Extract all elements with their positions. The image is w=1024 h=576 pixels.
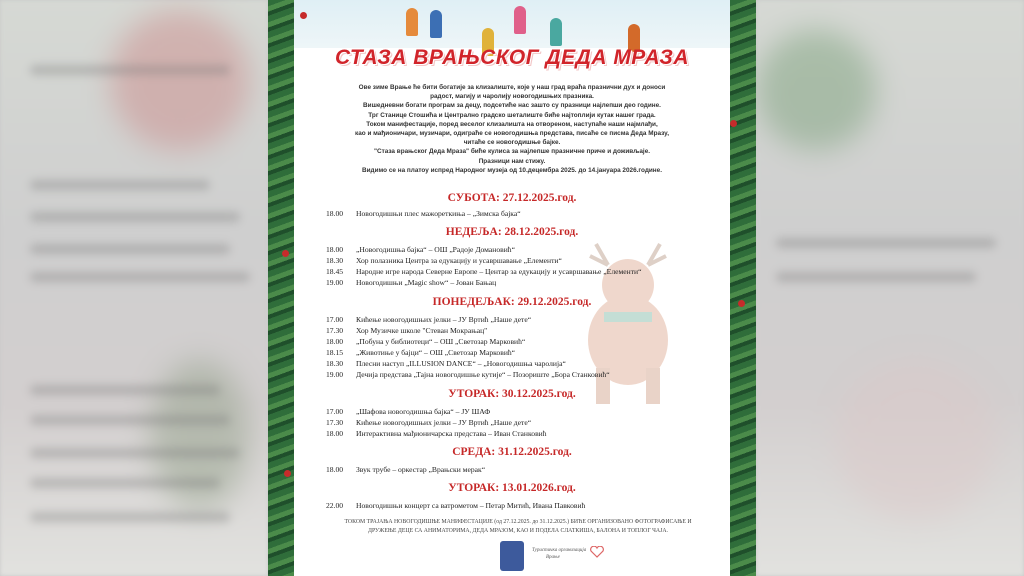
event-row xyxy=(326,359,726,368)
day-heading: УТОРАК: 30.12.2025.год. xyxy=(448,388,576,400)
event-row xyxy=(326,209,726,218)
fir-border-right xyxy=(730,0,756,576)
event-row xyxy=(326,326,726,335)
intro-line: Ове зиме Врање ће бити богатије за клизалиште, које у наш град враћа празнични дух и доноси xyxy=(358,84,666,91)
intro-line: "Стаза врањског Деда Мраза" биће кулиса за најлепше празничне приче и доживљаје. xyxy=(373,148,651,156)
event-time: 22.00 xyxy=(326,501,344,510)
event-row xyxy=(326,245,726,254)
fir-border-left xyxy=(268,0,294,576)
event-title: Кићење новогодишњих јелки – ЈУ Вртић „Наше дете“ xyxy=(356,315,532,324)
intro-line: Видимо се на платоу испред Народног музеја од 10.децембра 2025. до 14.јануара 2026.године. xyxy=(361,166,662,174)
event-title: Плесни наступ „ILLUSION DANCE“ – „Новогодишња чаролија“ xyxy=(356,359,566,368)
berry-ornament xyxy=(730,120,737,127)
event-time: 18.30 xyxy=(326,359,344,368)
event-time: 18.00 xyxy=(326,465,344,474)
event-time: 17.30 xyxy=(326,326,344,335)
city-crest-logo xyxy=(500,541,524,571)
event-poster xyxy=(268,0,756,576)
event-row xyxy=(326,348,726,357)
event-title: Кићење новогодишњих јелки – ЈУ Вртић „Наше дете“ xyxy=(356,418,532,427)
event-row xyxy=(326,337,726,346)
skater-figure xyxy=(514,6,526,34)
intro-line: радост, магију и чаролију новогодишњих празника. xyxy=(430,93,594,101)
berry-ornament xyxy=(284,470,291,477)
berry-ornament xyxy=(300,12,307,19)
footer-line: ДРУЖЕЊЕ ДЕЦЕ СА АНИМАТОРИМА, ДЕДА МРАЗОМ, КАО И ПОДЕЛА СЛАТКИША, БАЛОНА И ТОПЛОГ ЧАЈА. xyxy=(368,528,668,534)
skater-figure xyxy=(406,8,418,36)
intro-line: читаће се новогодишње бајке. xyxy=(463,139,561,147)
intro-line: Трг Станице Стошића и Централно градско шеталиште биће најтоплији кутак нашег града. xyxy=(368,111,656,119)
event-row xyxy=(326,267,726,276)
event-time: 19.00 xyxy=(326,278,344,287)
blurred-background-left xyxy=(0,0,268,576)
footer-note xyxy=(306,518,730,536)
event-row xyxy=(326,465,726,474)
event-row xyxy=(326,407,726,416)
event-row xyxy=(326,501,726,510)
event-title: Звук трубе – оркестар „Врањски мерак“ xyxy=(356,465,486,474)
intro-line: Током манифестације, поред веселог клизалишта на отвореном, наступаће наши најмлађи, xyxy=(366,120,658,128)
event-time: 19.00 xyxy=(326,370,344,379)
event-time: 18.45 xyxy=(326,267,344,276)
poster-title: СТАЗА ВРАЊСКОГ ДЕДА МРАЗА xyxy=(334,46,690,69)
day-heading: СРЕДА: 31.12.2025.год. xyxy=(452,446,572,458)
event-time: 18.30 xyxy=(326,256,344,265)
intro-text xyxy=(322,83,702,175)
berry-ornament xyxy=(282,250,289,257)
event-title: Новогодишњи „Magic show“ – Јован Бањац xyxy=(356,278,497,287)
event-row xyxy=(326,370,726,379)
event-time: 18.00 xyxy=(326,337,344,346)
event-title: Народне игре народа Северне Европе – Центар за едукацију и усавршавање „Елементи“ xyxy=(356,267,642,276)
event-time: 17.30 xyxy=(326,418,344,427)
event-title: Дечија представа „Тајна новогодишње кутије“ – Позориште „Бора Станковић“ xyxy=(356,370,610,379)
event-time: 17.00 xyxy=(326,315,344,324)
heart-icon xyxy=(590,546,604,558)
event-title: „Шафова новогодишња бајка“ – ЈУ ШАФ xyxy=(356,407,491,416)
organizer-line: Туристичка организација xyxy=(532,548,587,553)
intro-line: као и мађионичари, музичари, одиграће се новогодишња представа, писаће се писма Деда Мразу, xyxy=(355,130,669,138)
day-heading: СУБОТА: 27.12.2025.год. xyxy=(447,192,577,204)
winter-scene-banner xyxy=(268,0,756,48)
event-title: Новогодишњи концерт са ватрометом – Петар Митић, Ивана Павковић xyxy=(356,501,586,510)
event-row xyxy=(326,256,726,265)
event-time: 17.00 xyxy=(326,407,344,416)
event-title: „Животиње у бајци“ – ОШ „Светозар Марковић“ xyxy=(356,348,516,357)
blurred-background-right xyxy=(756,0,1024,576)
day-heading: ПОНЕДЕЉАК: 29.12.2025.год. xyxy=(432,296,592,308)
footer-line: ТОКОМ ТРАЈАЊА НОВОГОДИШЊЕ МАНИФЕСТАЦИЈЕ (од 27.12.2025. до 31.12.2025.) БИЋЕ ОРГАНИЗОВАНО ФОТОГРАФИСАЊЕ И xyxy=(344,519,692,525)
event-title: Хор полазника Центра за едукацију и усавршавање „Елементи“ xyxy=(356,256,562,265)
event-time: 18.00 xyxy=(326,209,344,218)
event-title: „Новогодишња бајка“ – ОШ „Радоје Домановић“ xyxy=(356,245,515,254)
event-time: 18.00 xyxy=(326,245,344,254)
event-title: Новогодишњи плес мажореткиња – „Зимска бајка“ xyxy=(356,209,521,218)
event-row xyxy=(326,429,726,438)
event-row xyxy=(326,418,726,427)
day-heading: НЕДЕЉА: 28.12.2025.год. xyxy=(445,226,579,238)
skater-figure xyxy=(430,10,442,38)
day-heading: УТОРАК: 13.01.2026.год. xyxy=(448,482,576,494)
berry-ornament xyxy=(738,300,745,307)
intro-line: Вишедневни богати програм за децу, подсетиће нас зашто су празници најлепши део године. xyxy=(363,102,661,110)
event-row xyxy=(326,278,726,287)
event-row xyxy=(326,315,726,324)
organizer-line: Врање xyxy=(546,555,560,560)
event-time: 18.00 xyxy=(326,429,344,438)
intro-line: Празници нам стижу. xyxy=(478,157,546,165)
skater-figure xyxy=(550,18,562,46)
event-title: Хор Музичке школе "Стеван Мокрањац" xyxy=(356,326,488,335)
event-title: Интерактивна мађионичарска представа – Иван Станковић xyxy=(356,429,547,438)
reindeer-illustration xyxy=(568,240,688,410)
event-time: 18.15 xyxy=(326,348,344,357)
event-title: „Побуна у библиотеци“ – ОШ „Светозар Марковић“ xyxy=(356,337,526,346)
